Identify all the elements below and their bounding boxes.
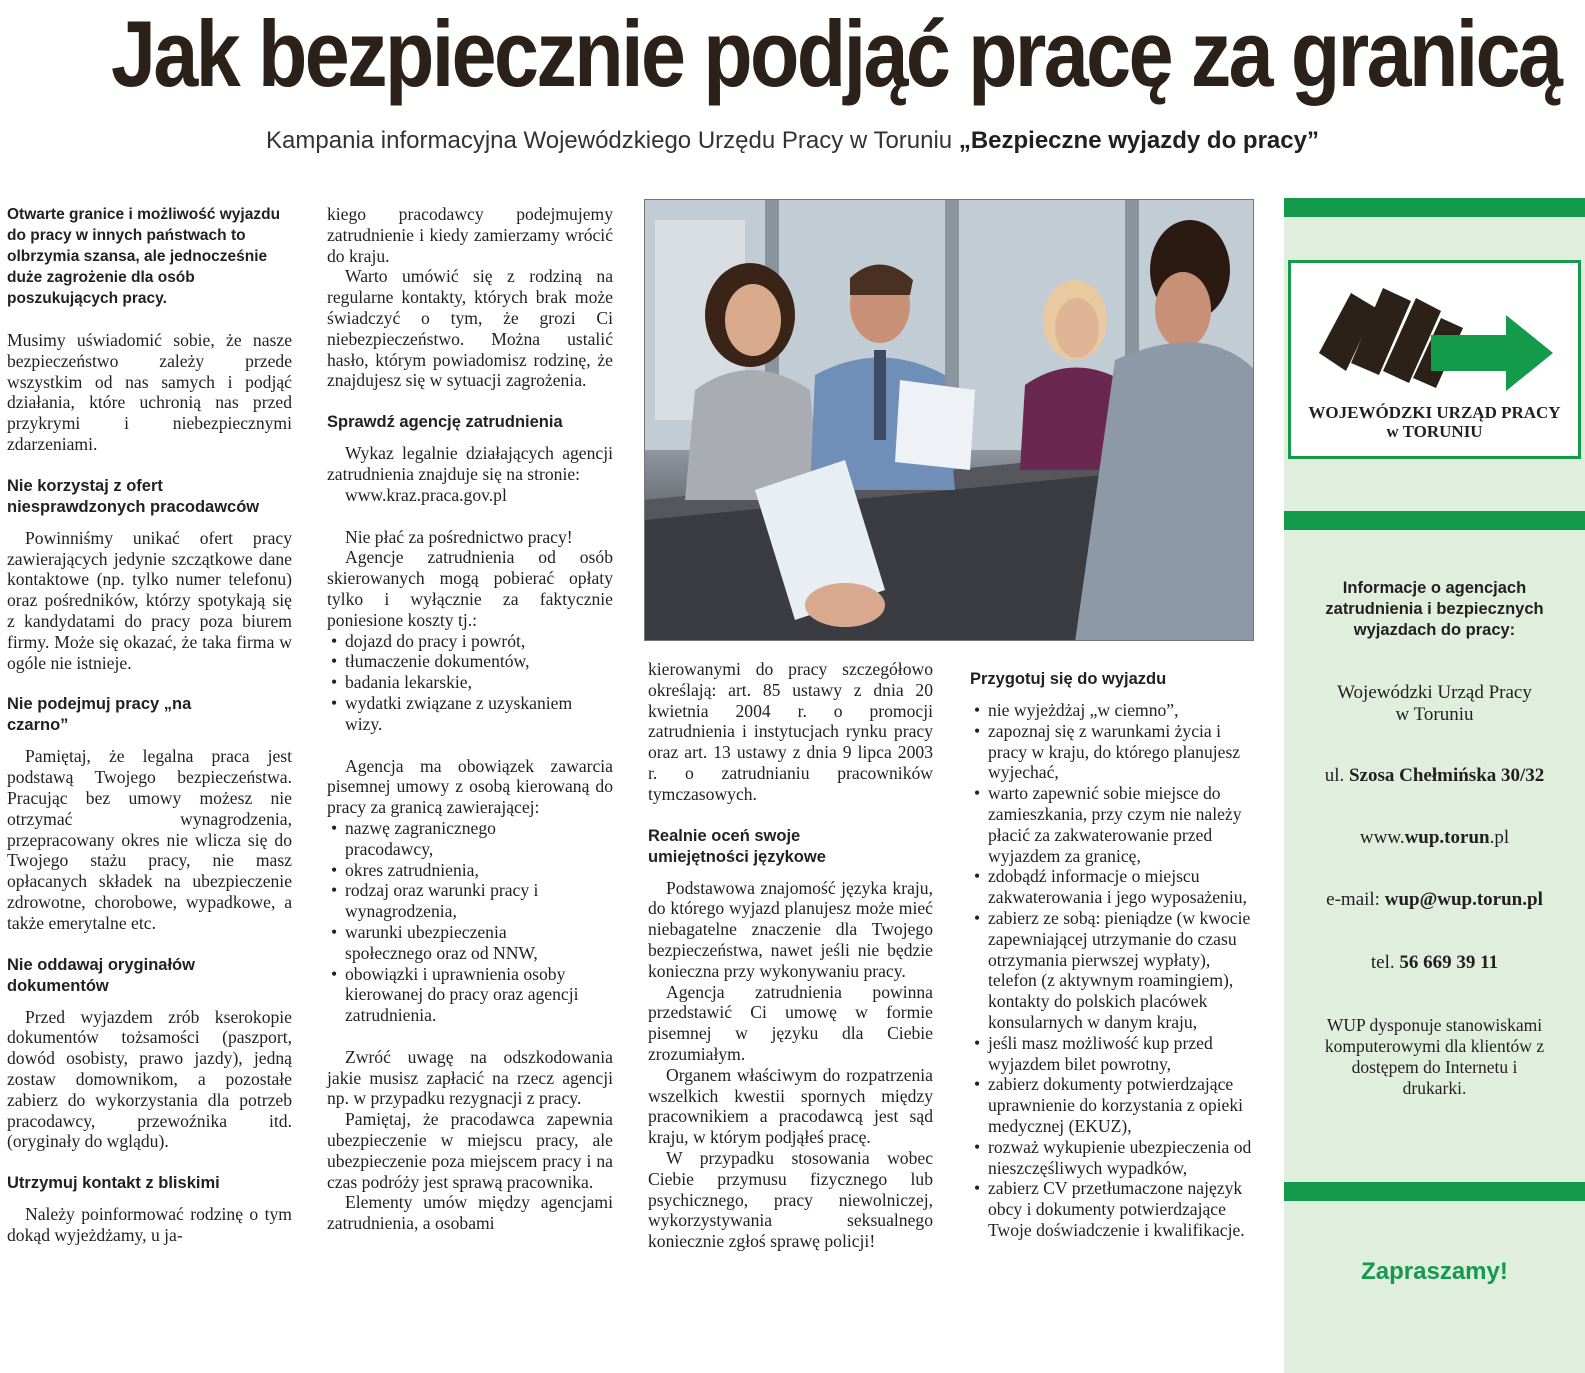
info-sidebar bbox=[1284, 198, 1585, 1373]
logo-line-2: w TORUNIU bbox=[1386, 422, 1483, 441]
paragraph: Agencje zatrudnienia od osób skierowanych mogą pobierać opłaty tylko i wyłącznie za faktycznie poniesione koszty tj.: bbox=[327, 547, 613, 630]
info-heading: Informacje o agencjach zatrudnienia i bezpiecznych wyjazdach do pracy: bbox=[1325, 579, 1544, 639]
list-item: • zabierz CV przetłumaczone najęzyk obcy i dokumenty potwierdzające Twoje doświadczenie i kwalifikacje. bbox=[970, 1178, 1258, 1240]
paragraph: Zwróć uwagę na odszkodowania jakie musisz zapłacić na rzecz agencji np. w przypadku rezygnacji z pracy. bbox=[327, 1046, 613, 1109]
lead-paragraph: Otwarte granice i możliwość wyjazdu do pracy w innych państwach to olbrzymia szansa, ale jednocześnie duże zagrożenie dla osób poszukujących pracy. bbox=[7, 206, 281, 307]
email-prefix: e-mail: bbox=[1326, 889, 1385, 910]
list-item: • nazwę zagranicznego pracodawcy, bbox=[327, 818, 535, 860]
list-item: • zdobądź informacje o miejscu zakwaterowania i jego wyposażeniu, bbox=[970, 866, 1258, 908]
email-link[interactable] bbox=[1284, 889, 1585, 911]
column-3 bbox=[648, 659, 933, 1252]
paragraph: Pamiętaj, że legalna praca jest podstawą Twojego bezpieczeństwa. Pracując bez umowy możesz nie otrzymać wynagrodzenia, przepracowany okres nie wlicza się do Twojego stażu pracy, nie masz opłacanych składek na ubezpieczenie zdrowotne, chorobowe, wypadkowe, a także emerytalne etc. bbox=[7, 746, 292, 933]
list-item: • okres zatrudnienia, bbox=[327, 860, 613, 881]
wup-logo-icon bbox=[1291, 263, 1578, 398]
phone bbox=[1284, 952, 1585, 974]
section-heading: Realnie oceń swoje umiejętności językowe bbox=[648, 826, 826, 866]
subtitle-campaign: „Bezpieczne wyjazdy do pracy” bbox=[958, 127, 1319, 154]
wup-logo bbox=[1288, 260, 1581, 459]
paragraph: W przypadku stosowania wobec Ciebie przymusu fizycznego lub psychicznego, pracy niewolniczej, wykorzystywania seksualnego koniecznie zgłoś sprawę policji! bbox=[648, 1147, 933, 1252]
list-item: • warunki ubezpieczenia społecznego oraz od NNW, bbox=[327, 922, 595, 964]
section-heading: Nie oddawaj oryginałów dokumentów bbox=[7, 955, 195, 995]
list-item: • rozważ wykupienie ubezpieczenia od nieszczęśliwych wypadków, bbox=[970, 1137, 1258, 1179]
paragraph: Agencja ma obowiązek zawarcia pisemnej umowy z osobą kierowaną do pracy za granicą zawierającej: bbox=[327, 755, 613, 818]
green-divider bbox=[1284, 511, 1585, 530]
list-item: • wydatki związane z uzyskaniem wizy. bbox=[327, 693, 613, 735]
section-heading: Nie korzystaj z ofert niesprawdzonych pracodawców bbox=[7, 476, 260, 516]
address bbox=[1284, 765, 1585, 787]
page-subtitle bbox=[0, 126, 1585, 156]
address-prefix: ul. bbox=[1324, 765, 1349, 786]
paragraph: Należy poinformować rodzinę o tym dokąd wyjeżdżamy, u ja- bbox=[7, 1204, 292, 1245]
section-heading: Przygotuj się do wyjazdu bbox=[970, 670, 1167, 688]
paragraph: Agencja zatrudnienia powinna przedstawić Ci umowę w formie pisemnej w języku dla Ciebie zrozumiałym. bbox=[648, 981, 933, 1064]
green-divider bbox=[1284, 1182, 1585, 1201]
section-heading: Sprawdź agencję zatrudnienia bbox=[327, 413, 563, 432]
closing-invite: Zapraszamy! bbox=[1361, 1258, 1508, 1285]
address-value: Szosa Chełmińska 30/32 bbox=[1348, 765, 1545, 786]
section-heading: Nie podejmuj pracy „na czarno” bbox=[7, 695, 192, 735]
paragraph: kierowanymi do pracy szczegółowo określają: art. 85 ustawy z dnia 20 kwietnia 2004 r. o promocji zatrudnienia i instytucjach rynku pracy oraz art. 13 ustawy z dnia 9 lipca 2003 r. o zatrudnianiu pracowników tymczasowych. bbox=[648, 659, 933, 804]
green-divider bbox=[1284, 198, 1585, 217]
paragraph: Elementy umów między agencjami zatrudnienia, a osobami bbox=[327, 1192, 613, 1234]
list-item: • zabierz ze sobą: pieniądze (w kwocie zapewniającej utrzymanie do czasu otrzymania pierwszej wypłaty), telefon (z aktywnym roamingiem), kontakty do polskich placówek konsularnych w danym kraju, bbox=[970, 908, 1258, 1033]
paragraph: kiego pracodawcy podejmujemy zatrudnienie i kiedy zamierzamy wrócić do kraju. bbox=[327, 204, 613, 266]
tel-prefix: tel. bbox=[1370, 952, 1400, 973]
org-line-2: w Toruniu bbox=[1395, 704, 1474, 725]
subtitle-plain: Kampania informacyjna Wojewódzkiego Urzędu Pracy w Toruniu bbox=[266, 127, 959, 154]
cost-list bbox=[327, 631, 613, 735]
paragraph: Warto umówić się z rodziną na regularne kontakty, których brak może świadczyć o tym, że grozi Ci niebezpieczeństwo. Można ustalić hasło, którym powiadomisz rodzinę, że znajdujesz się w sytuacji zagrożenia. bbox=[327, 266, 613, 391]
paragraph: Organem właściwym do rozpatrzenia wszelkich kwestii spornych między pracownikiem a pracodawcą jest sąd kraju, w którym podjąłeś pracę. bbox=[648, 1064, 933, 1148]
paragraph: Nie płać za pośrednictwo pracy! bbox=[345, 526, 573, 547]
section-heading: Utrzymuj kontakt z bliskimi bbox=[7, 1174, 220, 1193]
list-item: • zabierz dokumenty potwierdzające uprawnienie do korzystania z opieki medycznej (EKUZ), bbox=[970, 1074, 1258, 1136]
contract-list bbox=[327, 818, 613, 1026]
list-item: • nie wyjeżdżaj „w ciemno”, bbox=[970, 700, 1258, 721]
list-item: • jeśli masz możliwość kup przed wyjazdem bilet powrotny, bbox=[970, 1033, 1258, 1075]
meeting-illustration bbox=[645, 200, 1254, 641]
paragraph: Przed wyjazdem zrób kserokopie dokumentów tożsamości (paszport, dowód osobisty, prawo jazdy), jedną zostaw domownikom, a pozostałe zabierz do wykorzystania dla potrzeb pracodawcy, przewoźnika itd. (oryginały do wglądu). bbox=[7, 1006, 292, 1152]
list-item: • warto zapewnić sobie miejsce do zamieszkania, przy czym nie należy płacić za zakwaterowanie przed wyjazdem za granicę, bbox=[970, 783, 1258, 866]
travel-checklist bbox=[970, 700, 1258, 1241]
paragraph: Musimy uświadomić sobie, że nasze bezpieczeństwo zależy przede wszystkim od nas samych i podjąć działania, które uchronią nas przed przykrymi i niebezpiecznymi zdarzeniami. bbox=[7, 330, 292, 454]
logo-caption bbox=[1291, 403, 1578, 441]
list-item: • zapoznaj się z warunkami życia i pracy w kraju, do którego planujesz wyjechać, bbox=[970, 721, 1258, 783]
paragraph: Powinniśmy unikać ofert pracy zawierających jedynie szczątkowe dane kontaktowe (np. tylko numer telefonu) oraz pośredników, którzy spotykają się z kandydatami do pracy poza biurem firmy. Może się okazać, że taka firma w ogóle nie istnieje. bbox=[7, 527, 292, 673]
paragraph: Pamiętaj, że pracodawca zapewnia ubezpieczenie w miejscu pracy, ale ubezpieczenie poza miejscem pracy i na czas podróży jest sprawą pracownika. bbox=[327, 1109, 613, 1192]
column-2 bbox=[327, 204, 613, 1234]
agency-register-url[interactable]: www.kraz.praca.gov.pl bbox=[345, 484, 507, 505]
list-item: • dojazd do pracy i powrót, bbox=[327, 631, 613, 652]
paragraph: Wykaz legalnie działających agencji zatrudnienia znajduje się na stronie: bbox=[327, 443, 613, 484]
org-line-1: Wojewódzki Urząd Pracy bbox=[1337, 682, 1532, 703]
column-4 bbox=[970, 669, 1258, 1241]
website-link[interactable] bbox=[1284, 827, 1585, 849]
tel-value: 56 669 39 11 bbox=[1399, 952, 1499, 973]
org-name bbox=[1284, 682, 1585, 726]
list-item: • obowiązki i uprawnienia osoby kierowanej do pracy oraz agencji zatrudnienia. bbox=[327, 964, 625, 1026]
list-item: • rodzaj oraz warunki pracy i wynagrodzenia, bbox=[327, 880, 585, 922]
www-prefix: www. bbox=[1359, 827, 1405, 848]
list-item: • tłumaczenie dokumentów, bbox=[327, 651, 613, 672]
business-meeting-photo bbox=[644, 199, 1254, 641]
email-value: wup@wup.torun.pl bbox=[1384, 889, 1543, 910]
logo-line-1: WOJEWÓDZKI URZĄD PRACY bbox=[1308, 403, 1561, 422]
column-1 bbox=[7, 204, 292, 1246]
paragraph: Podstawowa znajomość języka kraju, do którego wyjazd planujesz może mieć niebagatelne znaczenie dla Twojego bezpieczeństwa, nawet jeśli nie będzie konieczna przy wykonywaniu pracy. bbox=[648, 877, 933, 981]
equipment-note: WUP dysponuje stanowiskami komputerowymi dla klientów z dostępem do Internetu i drukarki. bbox=[1324, 1015, 1545, 1098]
www-domain: wup.torun bbox=[1404, 827, 1490, 848]
www-suffix: .pl bbox=[1489, 827, 1510, 848]
page-title: Jak bezpiecznie podjąć pracę za granicą bbox=[110, 1, 1561, 106]
list-item: • badania lekarskie, bbox=[327, 672, 613, 693]
